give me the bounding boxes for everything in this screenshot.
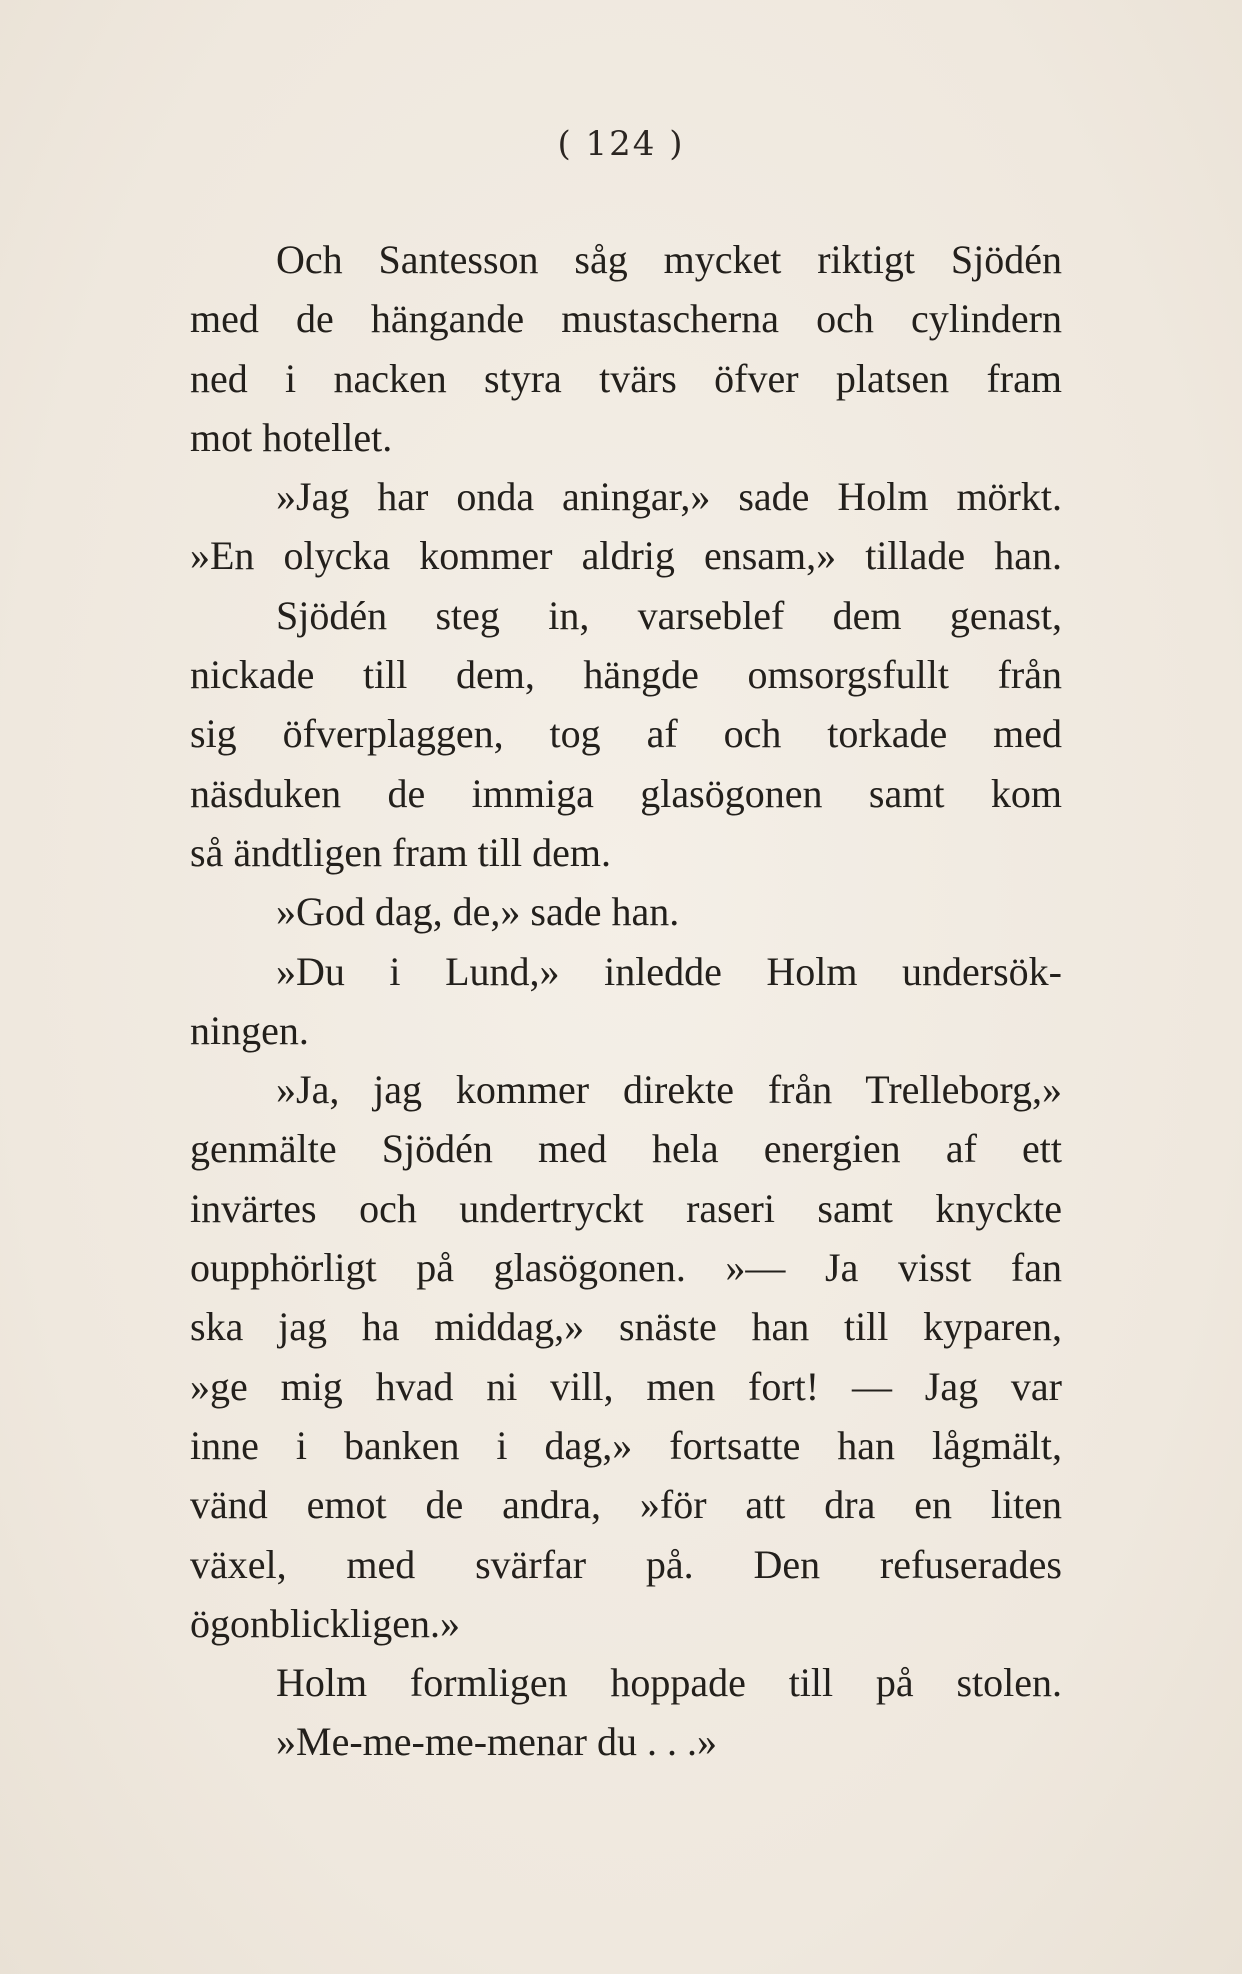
text-line: Sjödén steg in, varseblef dem genast,: [276, 592, 1062, 638]
text-line: »God dag, de,» sade han.: [276, 889, 680, 935]
text-line: Och Santesson såg mycket riktigt Sjödén: [276, 237, 1062, 282]
text-line: »Ja, jag kommer direkte från Trelleborg,»: [276, 1067, 1062, 1113]
text-line: »Me-me-me-menar du . . .»: [276, 1719, 717, 1765]
text-line: »Du i Lund,» inledde Holm undersök-: [276, 948, 1062, 994]
text-line: ned i nacken styra tvärs öfver platsen fram: [190, 355, 1062, 401]
text-line: växel, med svärfar på. Den refuserades: [190, 1541, 1062, 1587]
text-line: inne i banken i dag,» fortsatte han lågmält,: [190, 1422, 1062, 1468]
body-text: [190, 230, 1062, 1772]
text-line: näsduken de immiga glasögonen samt kom: [190, 770, 1062, 816]
text-line: med de hängande mustascherna och cylindern: [190, 296, 1062, 342]
text-line: oupphörligt på glasögonen. »— Ja visst fan: [190, 1245, 1062, 1291]
text-line: mot hotellet.: [190, 414, 393, 460]
text-line: ögonblickligen.»: [190, 1600, 460, 1646]
text-line: nickade till dem, hängde omsorgsfullt från: [190, 652, 1062, 698]
text-line: vänd emot de andra, »för att dra en liten: [190, 1482, 1062, 1528]
text-line: sig öfverplaggen, tog af och torkade med: [190, 711, 1062, 757]
text-line: »Jag har onda aningar,» sade Holm mörkt.: [276, 474, 1062, 520]
text-line: så ändtligen fram till dem.: [190, 829, 611, 875]
text-line: »ge mig hvad ni vill, men fort! — Jag var: [190, 1363, 1062, 1409]
page-number: ( 124 ): [557, 124, 685, 164]
text-line: invärtes och undertryckt raseri samt knyckte: [190, 1185, 1062, 1231]
text-line: Holm formligen hoppade till på stolen.: [276, 1660, 1062, 1706]
text-line: genmälte Sjödén med hela energien af ett: [190, 1126, 1062, 1172]
text-line: ska jag ha middag,» snäste han till kyparen,: [190, 1304, 1062, 1350]
text-line: »En olycka kommer aldrig ensam,» tillade han.: [190, 533, 1062, 579]
text-line: ningen.: [190, 1007, 309, 1053]
